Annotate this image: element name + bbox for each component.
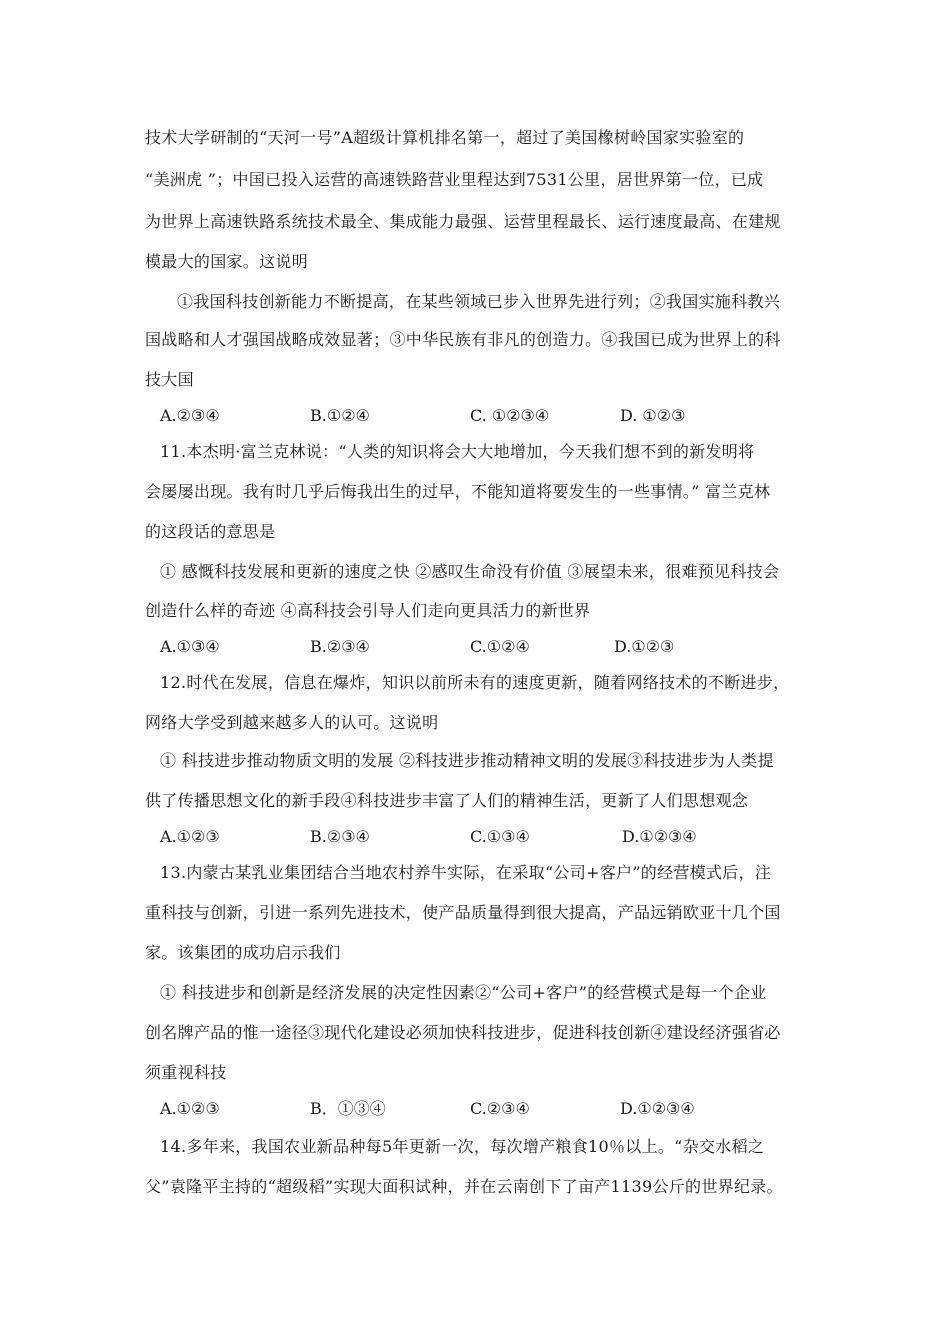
option-c: C.①②④ bbox=[470, 637, 530, 656]
option-d: D.①②③ bbox=[614, 637, 675, 656]
option-a: A.②③④ bbox=[160, 406, 220, 425]
question-12-line: 12.时代在发展，信息在爆炸，知识以前所未有的速度更新，随着网络技术的不断进步， bbox=[160, 673, 790, 692]
statement-line: ①我国科技创新能力不断提高，在某些领域已步入世界先进行列；②我国实施科教兴 bbox=[177, 292, 781, 311]
answer-options-q12 bbox=[160, 827, 860, 847]
question-14-line: 14.多年来，我国农业新品种每5年更新一次，每次增产粮食10％以上。“杂交水稻之 bbox=[160, 1137, 765, 1156]
option-b: B.②③④ bbox=[310, 637, 370, 656]
option-d: D. ①②③ bbox=[620, 406, 686, 425]
answer-options-q13 bbox=[160, 1099, 860, 1119]
paragraph-line: 创名牌产品的惟一途径③现代化建设必须加快科技进步，促进科技创新④建设经济强省必 bbox=[145, 1023, 781, 1042]
paragraph-line: 网络大学受到越来越多人的认可。这说明 bbox=[145, 713, 439, 732]
paragraph-line: 技大国 bbox=[145, 370, 194, 389]
paragraph-line: 父”袁隆平主持的“超级稻”实现大面积试种，并在云南创下了亩产1139公斤的世界纪录。 bbox=[145, 1177, 783, 1196]
paragraph-line: 重科技与创新，引进一系列先进技术，使产品质量得到很大提高，产品远销欧亚十几个国 bbox=[145, 903, 781, 922]
question-11-line: 11.本杰明·富兰克林说：“人类的知识将会大大地增加，今天我们想不到的新发明将 bbox=[160, 442, 755, 461]
paragraph-line: 须重视科技 bbox=[145, 1063, 227, 1082]
paragraph-line: 模最大的国家。这说明 bbox=[145, 252, 309, 271]
paragraph-line: 家。该集团的成功启示我们 bbox=[145, 943, 341, 962]
option-c: C. ①②③④ bbox=[470, 406, 550, 425]
option-a: A.①②③ bbox=[160, 827, 220, 846]
paragraph-line: 创造什么样的奇迹 ④高科技会引导人们走向更具活力的新世界 bbox=[145, 601, 591, 620]
option-b: B．①③④ bbox=[310, 1099, 386, 1118]
statement-line: ① 科技进步推动物质文明的发展 ②科技进步推动精神文明的发展③科技进步为人类提 bbox=[160, 751, 774, 770]
statement-line: ① 感慨科技发展和更新的速度之快 ②感叹生命没有价值 ③展望未来，很难预见科技会 bbox=[160, 562, 780, 581]
paragraph-line: 的这段话的意思是 bbox=[145, 522, 276, 541]
option-a: A.①②③ bbox=[160, 1099, 220, 1118]
paragraph-line: 为世界上高速铁路系统技术最全、集成能力最强、运营里程最长、运行速度最高、在建规 bbox=[145, 212, 781, 231]
option-d: D.①②③④ bbox=[622, 827, 697, 846]
option-b: B.①②④ bbox=[310, 406, 370, 425]
answer-options-q11 bbox=[160, 637, 860, 657]
option-b: B.②③④ bbox=[310, 827, 370, 846]
option-a: A.①③④ bbox=[160, 637, 220, 656]
paragraph-line: 技术大学研制的“天河一号”A超级计算机排名第一，超过了美国橡树岭国家实验室的 bbox=[145, 128, 745, 147]
paragraph-line: 供了传播思想文化的新手段④科技进步丰富了人们的精神生活，更新了人们思想观念 bbox=[145, 791, 749, 810]
option-d: D.①②③④ bbox=[620, 1099, 695, 1118]
statement-line: ① 科技进步和创新是经济发展的决定性因素②“公司+客户”的经营模式是每一个企业 bbox=[160, 983, 767, 1002]
option-c: C.①③④ bbox=[470, 827, 530, 846]
option-c: C.②③④ bbox=[470, 1099, 530, 1118]
question-13-line: 13.内蒙古某乳业集团结合当地农村养牛实际，在采取“公司+客户”的经营模式后，注 bbox=[160, 863, 772, 882]
paragraph-line: 国战略和人才强国战略成效显著；③中华民族有非凡的创造力。④我国已成为世界上的科 bbox=[145, 330, 781, 349]
answer-options-q10 bbox=[160, 406, 860, 426]
paragraph-line: 会屡屡出现。我有时几乎后悔我出生的过早，不能知道将要发生的一些事情。” 富兰克林 bbox=[145, 482, 771, 501]
paragraph-line: “美洲虎 ”；中国已投入运营的高速铁路营业里程达到7531公里，居世界第一位，已成 bbox=[145, 170, 764, 189]
